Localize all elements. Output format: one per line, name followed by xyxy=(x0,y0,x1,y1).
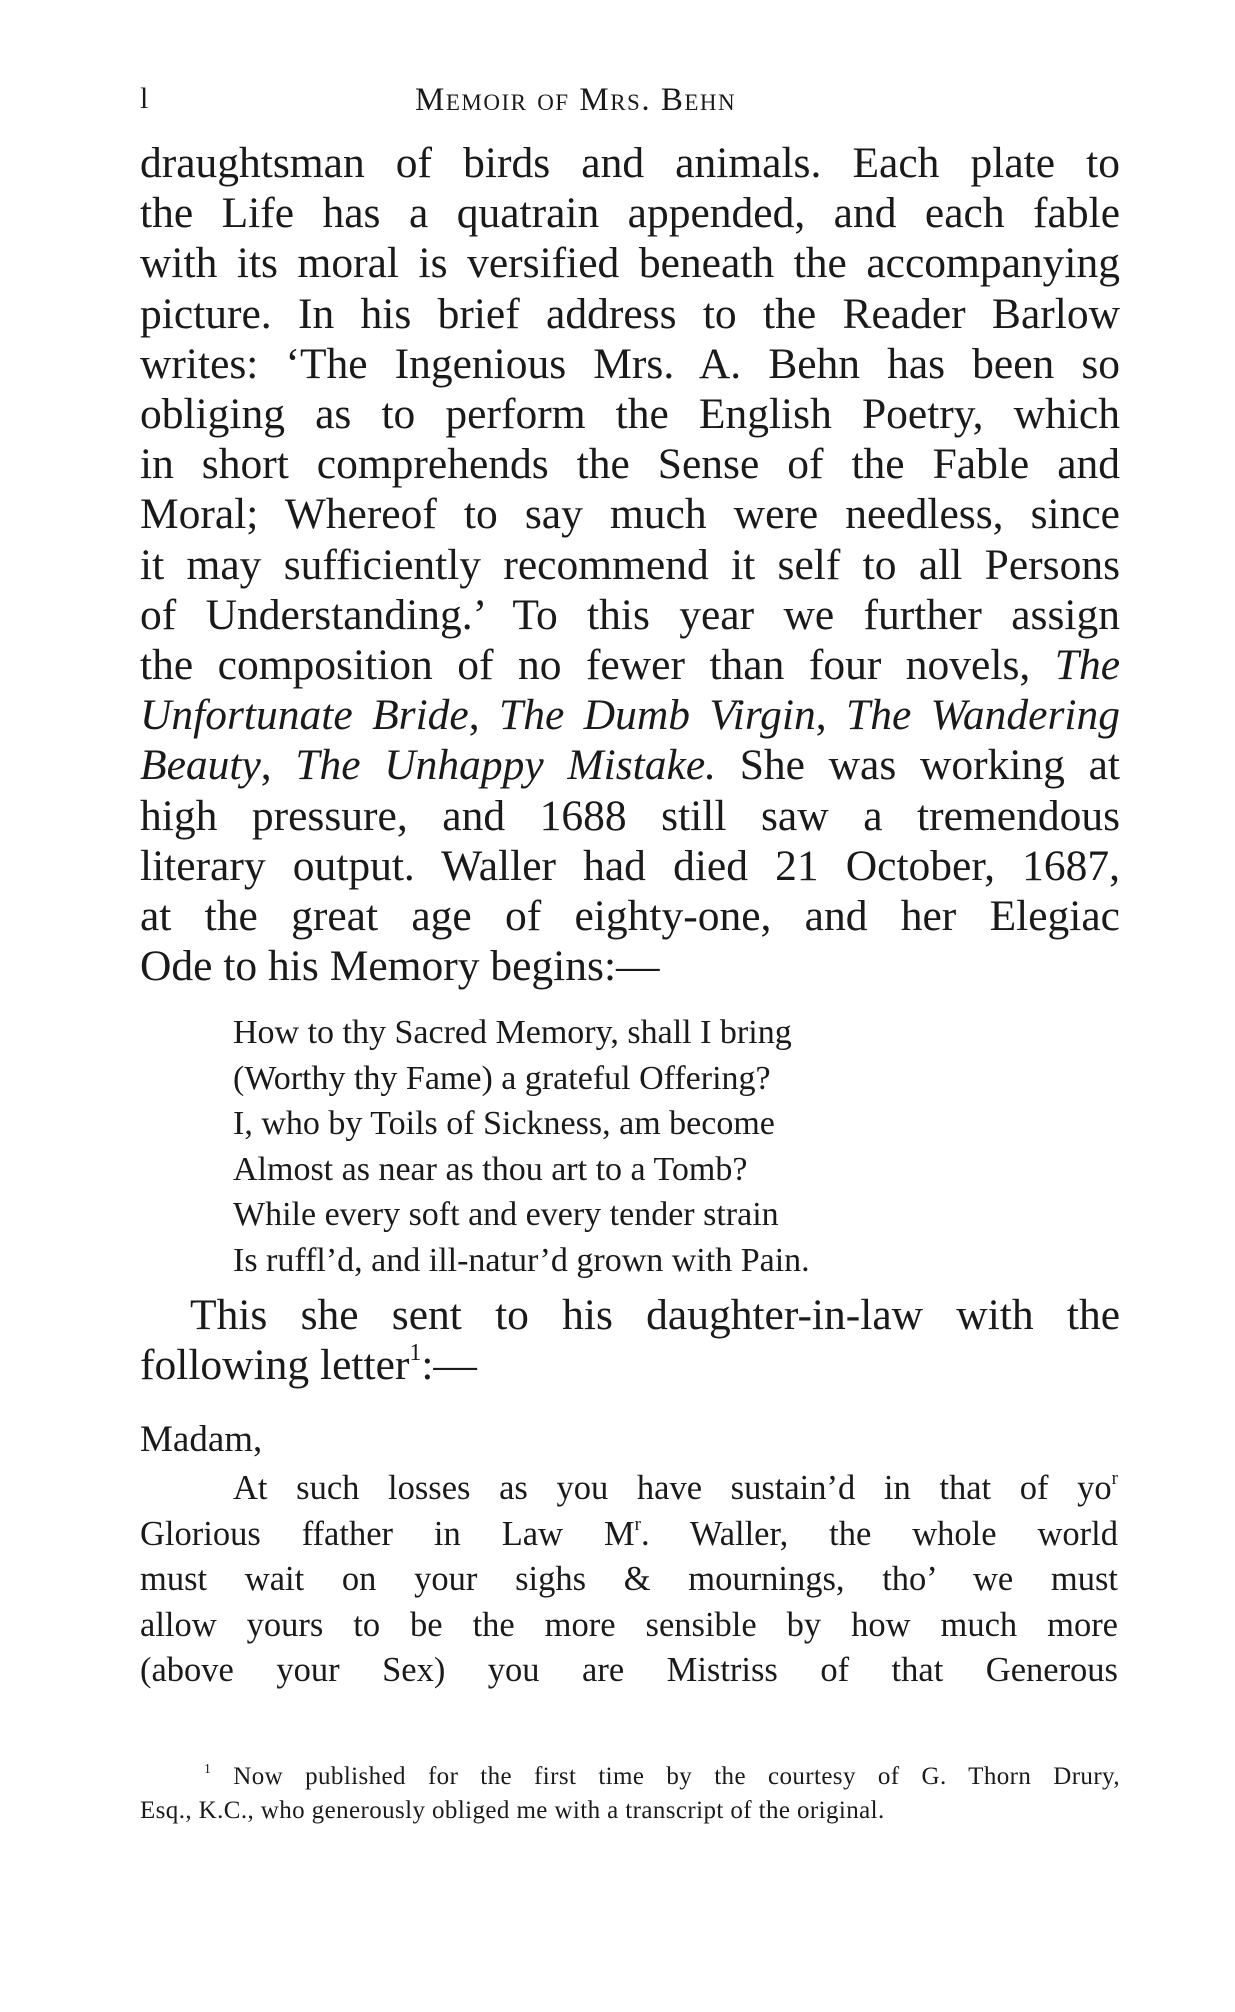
novel-title: Beauty xyxy=(140,741,261,790)
text-segment: Now published for the first time by the courtesy of G. Thorn Drury, xyxy=(233,1763,1120,1790)
text-segment: the composition of no fewer than four novels, xyxy=(140,641,1031,690)
text-line: in short comprehends the Sense of the Fable and xyxy=(140,440,1120,489)
text-line: Ode to his Memory begins:— xyxy=(140,942,660,991)
text-line: Unfortunate Bride, The Dumb Virgin, The Wandering xyxy=(140,691,1120,740)
text-line: draughtsman of birds and animals. Each plate to xyxy=(140,139,1120,187)
elegiac-ode-quote xyxy=(233,1010,810,1283)
poem-line: Almost as near as thou art to a Tomb? xyxy=(233,1150,748,1188)
novel-title: The Dumb Virgin xyxy=(499,691,816,740)
text-line: must wait on your sighs & mournings, tho’ we must xyxy=(140,1560,1118,1599)
text-line: writes: ‘The Ingenious Mrs. A. Behn has been so xyxy=(140,339,1120,388)
text-line: high pressure, and 1688 still saw a tremendous xyxy=(140,791,1120,840)
footnote-mark: 1 xyxy=(204,1761,212,1776)
text-segment: At such losses as you have sustain’d in that of yo xyxy=(233,1469,1112,1507)
page-number: l xyxy=(140,82,150,115)
paragraph-1 xyxy=(140,138,1120,991)
novel-title: The xyxy=(1054,641,1120,690)
text-line: obliging as to perform the English Poetry, which xyxy=(140,390,1120,439)
footnote-line: Esq., K.C., who generously obliged me with a transcript of the original. xyxy=(140,1797,885,1824)
poem-line: Is ruffl’d, and ill-natur’d grown with Pain. xyxy=(233,1241,810,1279)
novel-title: The Unhappy Mistake. xyxy=(295,741,716,790)
text-line: with its moral is versified beneath the accompanying xyxy=(140,239,1120,288)
text-line: at the great age of eighty-one, and her Elegiac xyxy=(140,892,1120,941)
letter-body xyxy=(140,1466,1118,1694)
text-line: Moral; Whereof to say much were needless, since xyxy=(140,490,1120,539)
paragraph-2 xyxy=(140,1290,1120,1390)
text-segment: . Waller, the whole world xyxy=(640,1514,1118,1553)
text-line: picture. In his brief address to the Reader Barlow xyxy=(140,289,1120,338)
text-line xyxy=(140,1466,1118,1512)
text-line: Beauty, The Unhappy Mistake. She was working at xyxy=(140,741,1121,790)
text-line: literary output. Waller had died 21 October, 1687, xyxy=(140,841,1120,890)
superscript: r xyxy=(634,1513,641,1535)
text-line xyxy=(140,640,1120,690)
footnote-reference: 1 xyxy=(409,1339,422,1366)
poem-line: How to thy Sacred Memory, shall I bring xyxy=(233,1014,792,1051)
letter-salutation: Madam, xyxy=(140,1419,263,1460)
poem-line: I, who by Toils of Sickness, am become xyxy=(233,1105,775,1142)
text-line: the Life has a quatrain appended, and each fable xyxy=(140,189,1120,238)
poem-line: (Worthy thy Fame) a grateful Offering? xyxy=(233,1059,771,1097)
novel-title: Unfortunate Bride xyxy=(140,691,469,740)
text-segment: following letter xyxy=(140,1341,410,1389)
text-line xyxy=(140,1340,1120,1390)
page-header xyxy=(140,82,1120,126)
footnote xyxy=(140,1760,1120,1828)
text-segment: :— xyxy=(421,1341,477,1389)
poem-line: While every soft and every tender strain xyxy=(233,1196,779,1233)
novel-title: The Wandering xyxy=(846,691,1120,740)
text-line: it may sufficiently recommend it self to all Persons xyxy=(140,540,1120,589)
text-segment: Glorious ffather in Law M xyxy=(140,1514,635,1553)
running-head: Memoir of Mrs. Behn xyxy=(415,82,737,118)
text-line: of Understanding.’ To this year we further assign xyxy=(140,590,1120,639)
footnote-line xyxy=(140,1760,1120,1794)
superscript: r xyxy=(1111,1467,1118,1489)
text-line xyxy=(140,1512,1118,1558)
text-line: (above your Sex) you are Mistriss of that Generous xyxy=(140,1651,1118,1690)
text-segment: She was working at xyxy=(739,741,1121,790)
text-line: This she sent to his daughter-in-law with the xyxy=(190,1291,1120,1339)
text-line: allow yours to be the more sensible by how much more xyxy=(140,1605,1118,1644)
